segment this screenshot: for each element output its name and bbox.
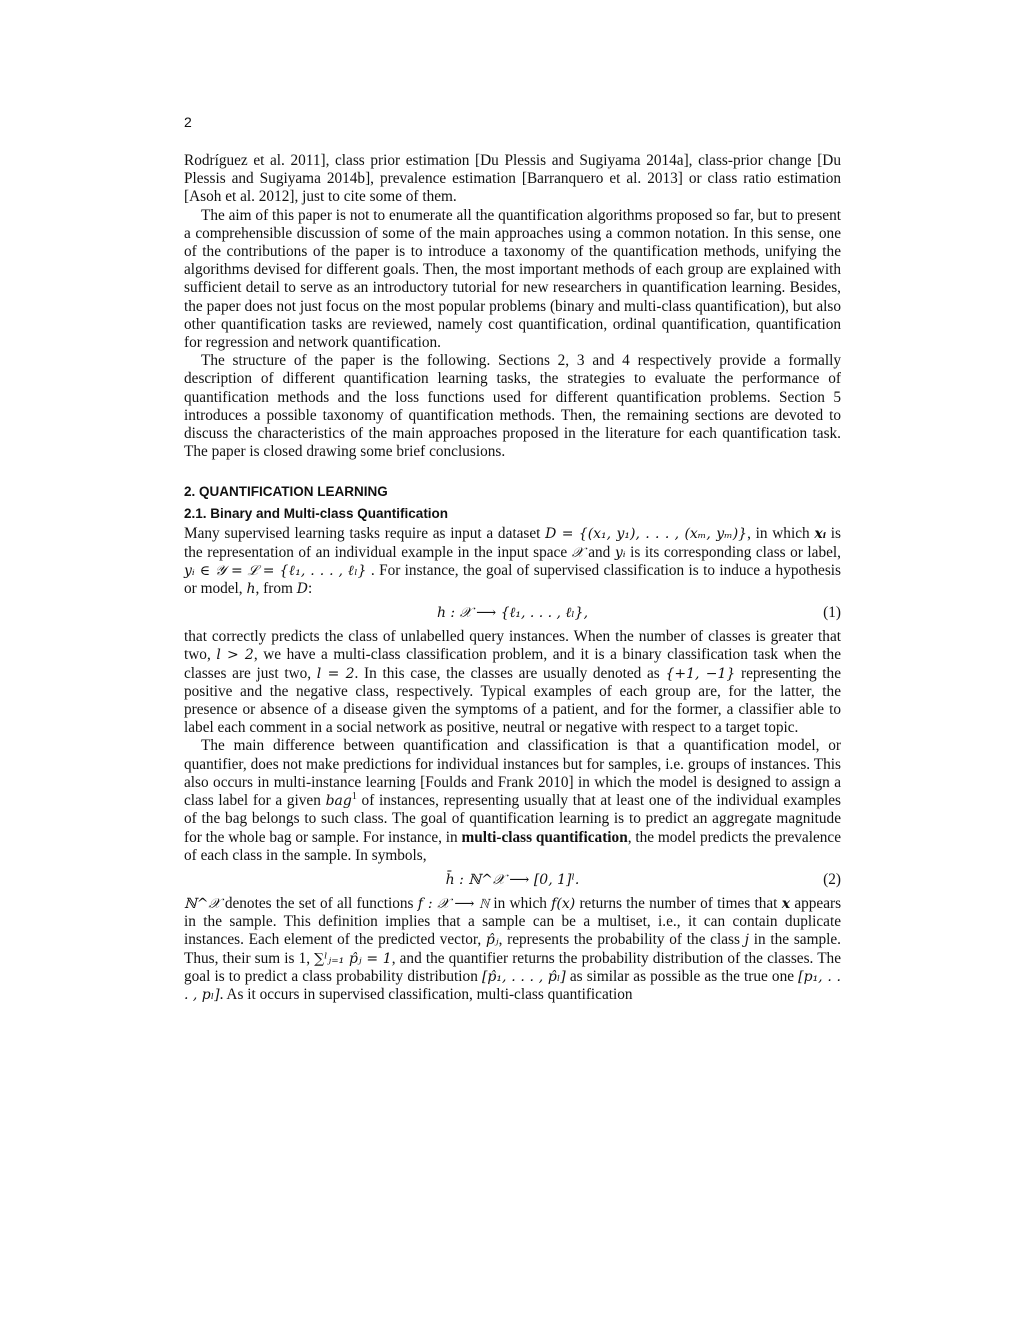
equation-2	[184, 865, 841, 895]
math-predicted-distribution: [p̂₁, . . . , p̂ₗ]	[481, 968, 566, 985]
math-l-gt-2: l > 2	[216, 647, 254, 664]
math-binary-classes: {+1, −1}	[665, 665, 736, 682]
math-D: D	[296, 581, 308, 598]
math-sum: ∑ˡⱼ₌₁ p̂ⱼ = 1	[314, 950, 392, 967]
math-xi: xᵢ	[814, 526, 827, 543]
math-true-distribution: [p₁, . . . , pₗ]	[184, 968, 841, 1003]
math-f: f : 𝒳 ⟶ ℕ	[417, 895, 490, 912]
body-text	[184, 152, 841, 1004]
paragraph-intro-continued: Rodríguez et al. 2011], class prior estimation [Du Plessis and Sugiyama 2014a], class-prior change [Du Plessis and Sugiyama 2014b], prevalence estimation [Barranquero et al. 2013] or class ratio estimation [Asoh et al. 2012], just to cite some of them.	[184, 152, 841, 206]
math-fx: f(x)	[551, 895, 576, 912]
paragraph-multiset: ℕ^𝒳 denotes the set of all functions f : 𝒳 ⟶ ℕ in which f(x) returns the number of times that x appears in the sample. This definition implies that a sample can be a multiset, i.e., it can contain duplicate instances. Each element of the predicted vector, p̂ⱼ, represents the probability of the class j in the sample. Thus, their sum is 1, ∑ˡⱼ₌₁ p̂ⱼ = 1, and the quantifier returns the probability distribution of the classes. The goal is to predict a class probability distribution [p̂₁, . . . , p̂ₗ] as similar as possible as the true one [p₁, . . . , pₗ]. As it occurs in supervised classification, multi-class quantification	[184, 894, 842, 1003]
math-j: j	[744, 932, 749, 949]
math-yi: yᵢ	[614, 544, 626, 561]
math-bag: bag	[325, 793, 352, 810]
paragraph-structure: The structure of the paper is the following. Sections 2, 3 and 4 respectively provide a formally description of different quantification learning tasks, the strategies to evaluate the performance of quantification methods and the loss functions used for different quantification problems. Section 5 introduces a possible taxonomy of quantification methods. Then, the remaining sections are devoted to discuss the characteristics of the main approaches proposed in the literature for each quantification task. The paper is closed drawing some brief conclusions.	[184, 352, 841, 461]
equation-1-expression: h : 𝒳 ⟶ {ℓ₁, . . . , ℓₗ},	[436, 605, 589, 622]
paragraph-aim: The aim of this paper is not to enumerate all the quantification algorithms proposed so far, but to present a comprehensible discussion of some of the main approaches using a common notation. In this sense, one of the contributions of the paper is to introduce a taxonomy of the quantification methods, unifying the algorithms devised for different goals. Then, the most important methods of each group are explained with sufficient detail to serve as an introductory tutorial for new researchers in quantification learning. Besides, the paper does not just focus on the most popular problems (binary and multi-class quantification), but also other quantification tasks are reviewed, namely cost quantification, ordinal quantification, quantification for regression and network quantification.	[184, 206, 841, 352]
paragraph-quantification: The main difference between quantification and classification is that a quantification model, or quantifier, does not make predictions for individual instances but for samples, i.e. groups of instances. This also occurs in multi-instance learning [Foulds and Frank 2010] in which the model is designed to assign a class label for a given bag$^1$ of instances, representing usually that at least one of the individual examples of the bag belongs to such class. The goal of quantification learning is to predict an aggregate magnitude for the whole bag or sample. For instance, in multi-class quantification, the model predicts the prevalence of each class in the sample. In symbols,	[184, 737, 841, 864]
math-dataset: D = {(x₁, y₁), . . . , (xₘ, yₘ)}	[545, 526, 748, 543]
math-pj-hat: p̂ⱼ	[485, 932, 499, 949]
equation-2-number: (2)	[823, 870, 841, 888]
bold-term: multi-class quantification	[461, 828, 628, 846]
equation-2-expression: h̄ : ℕ^𝒳 ⟶ [0, 1]ˡ.	[445, 871, 580, 888]
math-N-X: ℕ^𝒳	[184, 895, 221, 912]
math-x: x	[781, 895, 791, 912]
math-label-set: yᵢ ∈ 𝒴 = ℒ = {ℓ₁, . . . , ℓₗ}	[184, 562, 367, 579]
math-h: h	[246, 581, 256, 598]
equation-1	[184, 598, 841, 628]
paragraph-classification: that correctly predicts the class of unlabelled query instances. When the number of classes is greater that two, l > 2, we have a multi-class classification problem, and it is a binary classification task when the classes are just two, l = 2. In this case, the classes are usually denoted as {+1, −1} representing the positive and the negative class, respectively. Typical examples of each group are, for the latter, the presence or absence of a disease given the symptoms of a patient, and for the former, a classifier able to label each comment in a social network as positive, neutral or negative with respect to a target topic.	[184, 628, 841, 737]
math-l-eq-2: l = 2	[316, 665, 355, 682]
paragraph-dataset: Many supervised learning tasks require as input a dataset D = {(x₁, y₁), . . . , (xₘ, yₘ)}, in which xᵢ is the representation of an individual example in the input space 𝒳 and yᵢ is its corresponding class or label, yᵢ ∈ 𝒴 = ℒ = {ℓ₁, . . . , ℓₗ} . For instance, the goal of supervised classification is to induce a hypothesis or model, h, from D:	[184, 525, 842, 598]
subsection-heading: 2.1. Binary and Multi-class Quantification	[184, 506, 449, 522]
section-heading: 2. QUANTIFICATION LEARNING	[184, 484, 388, 500]
math-input-space: 𝒳	[571, 544, 584, 561]
footnote-marker: 1	[351, 791, 357, 802]
equation-1-number: (1)	[823, 604, 841, 622]
page-number: 2	[184, 114, 192, 130]
